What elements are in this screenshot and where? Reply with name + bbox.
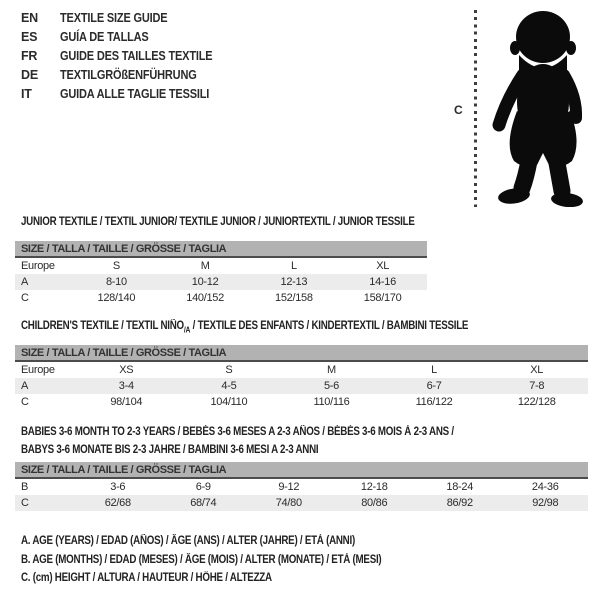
size-cell: XL <box>376 259 390 272</box>
size-cell: 68/74 <box>190 496 217 509</box>
size-table-header-row <box>15 345 588 361</box>
row-label: A <box>21 275 29 288</box>
table-row-height <box>15 290 427 307</box>
size-table-header: SIZE / TALLA / TAILLE / GRÖSSE / TAGLIA <box>15 462 588 478</box>
row-label: C <box>21 396 29 409</box>
size-cell: 7-8 <box>529 379 545 392</box>
measure-label-c: C <box>454 103 463 117</box>
size-cell: L <box>290 259 297 272</box>
size-cell: 92/98 <box>532 496 559 509</box>
table-row-europe <box>15 257 427 274</box>
language-code: ES <box>21 30 38 44</box>
size-cell: 140/152 <box>186 292 224 305</box>
language-list <box>21 11 233 106</box>
table-row-age-months <box>15 478 588 495</box>
language-code: EN <box>21 11 38 25</box>
language-title: GUIDA ALLE TAGLIE TESSILI <box>60 87 210 101</box>
size-cell: 86/92 <box>446 496 473 509</box>
language-code: FR <box>21 49 38 63</box>
size-cell: 5-6 <box>323 379 339 392</box>
table-row-height <box>15 394 588 411</box>
size-cell: 9-12 <box>278 480 300 493</box>
table-row-europe <box>15 361 588 378</box>
footnote-a: A. AGE (YEARS) / EDAD (AÑOS) / ÂGE (ANS) / ALTER (JAHRE) / ETÀ (ANNI) <box>21 535 355 547</box>
row-label: B <box>21 480 29 493</box>
row-label: Europe <box>21 363 55 376</box>
size-cell: 4-5 <box>221 379 237 392</box>
junior-section-title: JUNIOR TEXTILE / TEXTIL JUNIOR/ TEXTILE JUNIOR / JUNIORTEXTIL / JUNIOR TESSILE <box>21 216 415 228</box>
toddler-silhouette-icon <box>487 7 594 207</box>
size-cell: 3-4 <box>118 379 134 392</box>
language-code: IT <box>21 87 32 101</box>
size-cell: 18-24 <box>446 480 474 493</box>
size-cell: 122/128 <box>517 396 556 409</box>
size-cell: 12-18 <box>360 480 388 493</box>
language-title: TEXTILGRÖßENFÜHRUNG <box>60 68 197 82</box>
size-cell: 3-6 <box>110 480 126 493</box>
junior-size-table <box>15 241 427 307</box>
language-row-de <box>21 68 233 87</box>
children-title-part: / TEXTILE DES ENFANTS / KINDERTEXTIL / BAMBINI TESSILE <box>190 320 469 332</box>
size-cell: XL <box>530 363 544 376</box>
footnotes <box>21 532 445 588</box>
size-table-header: SIZE / TALLA / TAILLE / GRÖSSE / TAGLIA <box>15 345 588 361</box>
children-section-title <box>21 320 468 334</box>
babies-title-line: BABYS 3-6 MONATE BIS 2-3 JAHRE / BAMBINI 3-6 MESI A 2-3 ANNI <box>21 444 319 456</box>
size-table-header-row <box>15 462 588 478</box>
size-table-header: SIZE / TALLA / TAILLE / GRÖSSE / TAGLIA <box>15 241 427 257</box>
size-cell: 10-12 <box>191 275 219 288</box>
language-title: GUÍA DE TALLAS <box>60 30 149 44</box>
size-cell: L <box>431 363 437 376</box>
height-measure-line <box>474 10 477 207</box>
size-cell: 6-9 <box>195 480 211 493</box>
footnote-c: C. (cm) HEIGHT / ALTURA / HAUTEUR / HÖHE / ALTEZZA <box>21 572 272 584</box>
language-row-en <box>21 11 233 30</box>
babies-title-line: BABIES 3-6 MONTH TO 2-3 YEARS / BEBÉS 3-6 MESES A 2-3 AÑOS / BÉBÉS 3-6 MOIS À 2-3 ANS / <box>21 426 454 438</box>
size-cell: M <box>200 259 210 272</box>
babies-section-title <box>21 423 454 459</box>
size-cell: 104/110 <box>210 396 248 409</box>
size-cell: 14-16 <box>369 275 396 288</box>
children-title-part: CHILDREN'S TEXTILE / TEXTIL NIÑO <box>21 320 184 332</box>
size-cell: 8-10 <box>105 275 127 288</box>
size-cell: XS <box>119 363 134 376</box>
row-label: Europe <box>21 259 55 272</box>
table-row-age <box>15 378 588 395</box>
table-row-height <box>15 495 588 512</box>
size-cell: 116/122 <box>415 396 453 409</box>
size-cell: 62/68 <box>104 496 131 509</box>
footnote-b: B. AGE (MONTHS) / EDAD (MESES) / ÂGE (MOIS) / ALTER (MONATE) / ETÀ (MESI) <box>21 553 382 566</box>
size-cell: 80/86 <box>361 496 388 509</box>
row-label: C <box>21 292 29 305</box>
language-row-fr <box>21 49 233 68</box>
language-row-es <box>21 30 233 49</box>
row-label: A <box>21 379 29 392</box>
size-cell: 12-13 <box>280 275 308 288</box>
size-cell: S <box>112 259 120 272</box>
size-cell: 158/170 <box>363 292 402 305</box>
size-cell: 152/158 <box>275 292 313 305</box>
language-title: GUIDE DES TAILLES TEXTILE <box>60 49 213 63</box>
babies-size-table <box>15 462 588 511</box>
size-cell: 6-7 <box>426 379 442 392</box>
size-cell: 24-36 <box>531 480 559 493</box>
size-cell: 128/140 <box>97 292 136 305</box>
table-row-age <box>15 274 427 291</box>
language-code: DE <box>21 68 38 82</box>
size-cell: 110/116 <box>313 396 350 409</box>
size-table-header-row <box>15 241 427 257</box>
row-label: C <box>21 496 29 509</box>
size-cell: 98/104 <box>110 396 143 409</box>
size-cell: M <box>327 363 336 376</box>
language-row-it <box>21 87 233 106</box>
children-size-table <box>15 345 588 411</box>
size-cell: S <box>225 363 233 376</box>
size-cell: 74/80 <box>275 496 302 509</box>
children-title-subscript: /A <box>183 325 191 335</box>
language-title: TEXTILE SIZE GUIDE <box>60 11 168 25</box>
